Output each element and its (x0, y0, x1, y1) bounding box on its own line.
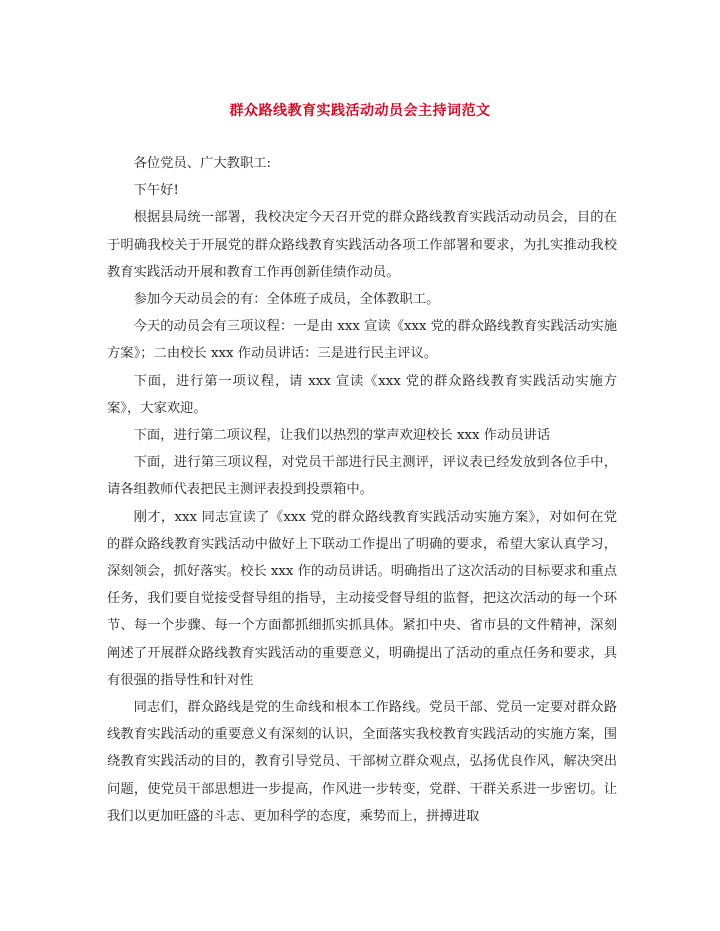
paragraph-agenda-item-3: 下面，进行第三项议程，对党员干部进行民主测评，评议表已经发放到各位手中，请各组教师代表把民主测评表投到投票箱中。 (107, 455, 617, 498)
document-body (107, 150, 617, 830)
paragraph-agenda-item-1: 下面，进行第一项议程，请 xxx 宣读《xxx 党的群众路线教育实践活动实施方案》，大家欢迎。 (107, 373, 617, 416)
paragraph-closing: 同志们，群众路线是党的生命线和根本工作路线。党员干部、党员一定要对群众路线教育实践活动的重要意义有深刻的认识，全面落实我校教育实践活动的实施方案，围绕教育实践活动的目的，教育引导党员、干部树立群众观点，弘扬优良作风，解决突出问题，使党员干部思想进一步提高，作风进一步转变，党群、干群关系进一步密切。让我们以更加旺盛的斗志、更加科学的态度，乘势而上，拼搏进取 (107, 700, 617, 824)
paragraph-purpose: 根据县局统一部署，我校决定今天召开党的群众路线教育实践活动动员会，目的在于明确我校关于开展党的群众路线教育实践活动各项工作部署和要求，为扎实推动我校教育实践活动开展和教育工作再创新佳绩作动员。 (107, 210, 617, 280)
paragraph-salutation: 下午好! (133, 183, 179, 199)
paragraph-attendees: 参加今天动员会的有：全体班子成员，全体教职工。 (133, 292, 440, 308)
paragraph-agenda: 今天的动员会有三项议程：一是由 xxx 宣读《xxx 党的群众路线教育实践活动实施方案》；二由校长 xxx 作动员讲话：三是进行民主评议。 (107, 319, 617, 362)
paragraph-greeting: 各位党员、广大教职工: (133, 156, 272, 171)
paragraph-agenda-item-2: 下面，进行第二项议程，让我们以热烈的掌声欢迎校长 xxx 作动员讲话 (133, 428, 551, 444)
document-title: 群众路线教育实践活动动员会主持词范文 (229, 103, 491, 119)
paragraph-summary: 刚才，xxx 同志宣读了《xxx 党的群众路线教育实践活动实施方案》，对如何在党的群众路线教育实践活动中做好上下联动工作提出了明确的要求，希望大家认真学习，深刻领会，抓好落实。校长 xxx 作的动员讲话。明确指出了这次活动的目标要求和重点任务，我们要自觉接受督导组的指导，主动接受督导组的监督，把这次活动的每一个环节、每一个步骤、每一个方面都抓细抓实抓具体。紧扣中央、省市县的文件精神，深刻阐述了开展群众路线教育实践活动的重要意义，明确提出了活动的重点任务和要求，具有很强的指导性和针对性 (107, 509, 617, 688)
